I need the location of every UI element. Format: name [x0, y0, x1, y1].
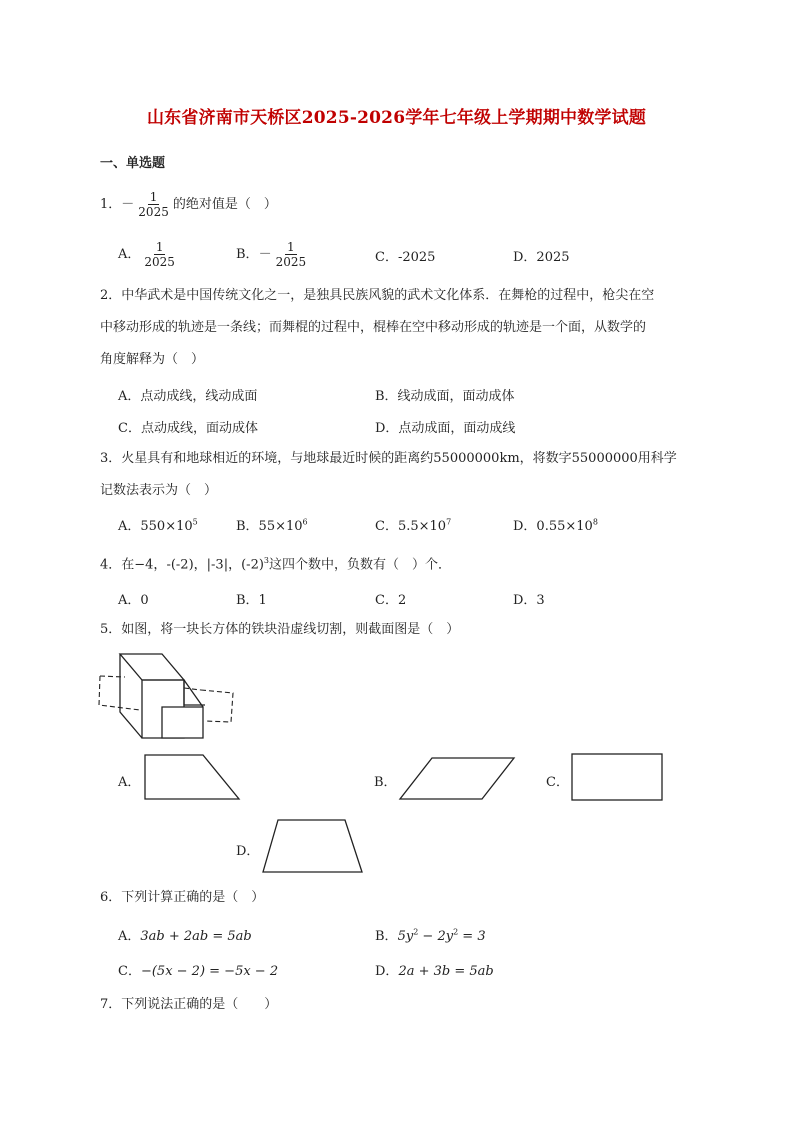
- q1-a-label: A．: [118, 247, 141, 262]
- q1-b-den: 2025: [275, 255, 307, 269]
- q3-c-exp: 7: [446, 517, 452, 527]
- q3-option-a[interactable]: [118, 515, 198, 534]
- q4-expr-3-exp: 3: [263, 556, 270, 565]
- q1-b-sign: －: [258, 247, 272, 262]
- q1-a-den: 2025: [144, 255, 175, 269]
- section-heading: 一、单选题: [100, 156, 166, 171]
- q1-sign: －: [121, 197, 135, 212]
- q6-a-expr: 3ab + 2ab = 5ab: [140, 929, 252, 944]
- q4-option-d[interactable]: D．3: [513, 593, 545, 608]
- q1-b-fraction: [274, 240, 309, 269]
- q6-b-exp-1: 2: [413, 927, 419, 937]
- q1-option-d[interactable]: D．2025: [513, 250, 570, 265]
- q4-option-c[interactable]: C．2: [375, 593, 407, 608]
- question-6: 6．下列计算正确的是（ ）: [100, 890, 265, 905]
- q1-a-num: 1: [155, 240, 164, 254]
- q2-line-2: 中移动形成的轨迹是一条线；而舞棍的过程中，棍棒在空中移动形成的轨迹是一个面，从数学的: [100, 320, 647, 335]
- q5-option-d-label[interactable]: D．: [236, 844, 260, 859]
- q3-d-base: D．0.55×10: [513, 519, 593, 534]
- q3-c-base: C．5.5×10: [375, 519, 447, 534]
- q3-line-2: 记数法表示为（ ）: [100, 483, 218, 498]
- q6-c-label: C．: [118, 964, 141, 979]
- q3-line-1: 3．火星具有和地球相近的环境，与地球最近时候的距离约55000000km，将数字55000000用科学: [100, 451, 677, 466]
- q1-text: 的绝对值是（ ）: [172, 197, 277, 212]
- isosceles-trapezoid-shape: [260, 818, 365, 878]
- q2-option-b[interactable]: B．线动成面，面动成体: [375, 389, 515, 404]
- q4-suffix: 这四个数中，负数有（ ）个．: [269, 557, 452, 573]
- q1-a-fraction: [142, 240, 177, 269]
- q1-frac-num: 1: [149, 190, 158, 204]
- q3-a-base: A．550×10: [118, 519, 193, 534]
- q1-b-num: 1: [287, 240, 295, 254]
- question-7: 7．下列说法正确的是（ ）: [100, 997, 278, 1012]
- q1-number: 1．: [100, 197, 122, 212]
- q4-prefix: 4．在−4，: [100, 557, 167, 573]
- q4-expr-2: |-3|: [206, 557, 229, 573]
- q3-b-exp: 6: [302, 517, 308, 527]
- q1-option-a[interactable]: [118, 240, 179, 269]
- page-title: 山东省济南市天桥区2025-2026学年七年级上学期期中数学试题: [146, 108, 647, 128]
- q5-option-b-label[interactable]: B．: [374, 775, 397, 790]
- q6-option-b[interactable]: [375, 925, 486, 944]
- q3-option-b[interactable]: [236, 515, 308, 534]
- cuboid-cut-figure: [95, 650, 245, 745]
- q3-option-c[interactable]: [375, 515, 451, 534]
- q5-option-a-label[interactable]: A．: [118, 775, 141, 790]
- q1-fraction: [136, 190, 171, 219]
- rectangle-shape: [570, 752, 665, 802]
- q3-d-exp: 8: [592, 517, 598, 527]
- q6-d-expr: 2a + 3b = 5ab: [398, 964, 494, 979]
- q2-line-1: 2．中华武术是中国传统文化之一，是独具民族风貌的武术文化体系．在舞枪的过程中，枪尖在空: [100, 288, 655, 303]
- question-5: 5．如图，将一块长方体的铁块沿虚线切割，则截面图是（ ）: [100, 622, 460, 637]
- q3-b-base: B．55×10: [236, 519, 303, 534]
- q5-option-c-label[interactable]: C．: [546, 775, 569, 790]
- q6-b-exp-2: 2: [453, 927, 459, 937]
- q3-a-exp: 5: [192, 517, 198, 527]
- q6-c-expr: −(5x − 2) = −5x − 2: [140, 964, 279, 979]
- q6-option-a[interactable]: [118, 925, 252, 944]
- q4-expr-3: (-2): [241, 557, 264, 573]
- question-4: [100, 551, 451, 575]
- q6-option-c[interactable]: [118, 960, 278, 979]
- q6-d-label: D．: [375, 964, 399, 979]
- q4-sep-2: ，: [228, 557, 242, 573]
- q6-b-term-1: 5y: [397, 929, 414, 944]
- q2-option-d[interactable]: D．点动成面，面动成线: [375, 421, 516, 436]
- q3-option-d[interactable]: [513, 515, 598, 534]
- q4-option-b[interactable]: B．1: [236, 593, 267, 608]
- q6-b-term-3: = 3: [458, 929, 486, 944]
- q4-option-a[interactable]: A．0: [118, 593, 149, 608]
- question-1: [100, 190, 277, 219]
- q6-b-term-2: − 2y: [418, 929, 454, 944]
- q2-line-3: 角度解释为（ ）: [100, 352, 205, 367]
- q1-option-b[interactable]: [236, 240, 310, 269]
- parallelogram-shape: [398, 755, 518, 805]
- q1-frac-den: 2025: [138, 205, 169, 219]
- q4-expr-1: -(-2): [166, 557, 194, 573]
- q6-a-label: A．: [118, 929, 141, 944]
- trapezoid-right-shape: [143, 753, 243, 803]
- q4-sep-1: ，: [193, 557, 207, 573]
- q6-b-label: B．: [375, 929, 398, 944]
- q1-option-c[interactable]: C．-2025: [375, 250, 436, 265]
- q6-option-d[interactable]: [375, 960, 494, 979]
- q1-b-label: B．: [236, 247, 259, 262]
- q2-option-c[interactable]: C．点动成线，面动成体: [118, 421, 258, 436]
- q2-option-a[interactable]: A．点动成线，线动成面: [118, 389, 258, 404]
